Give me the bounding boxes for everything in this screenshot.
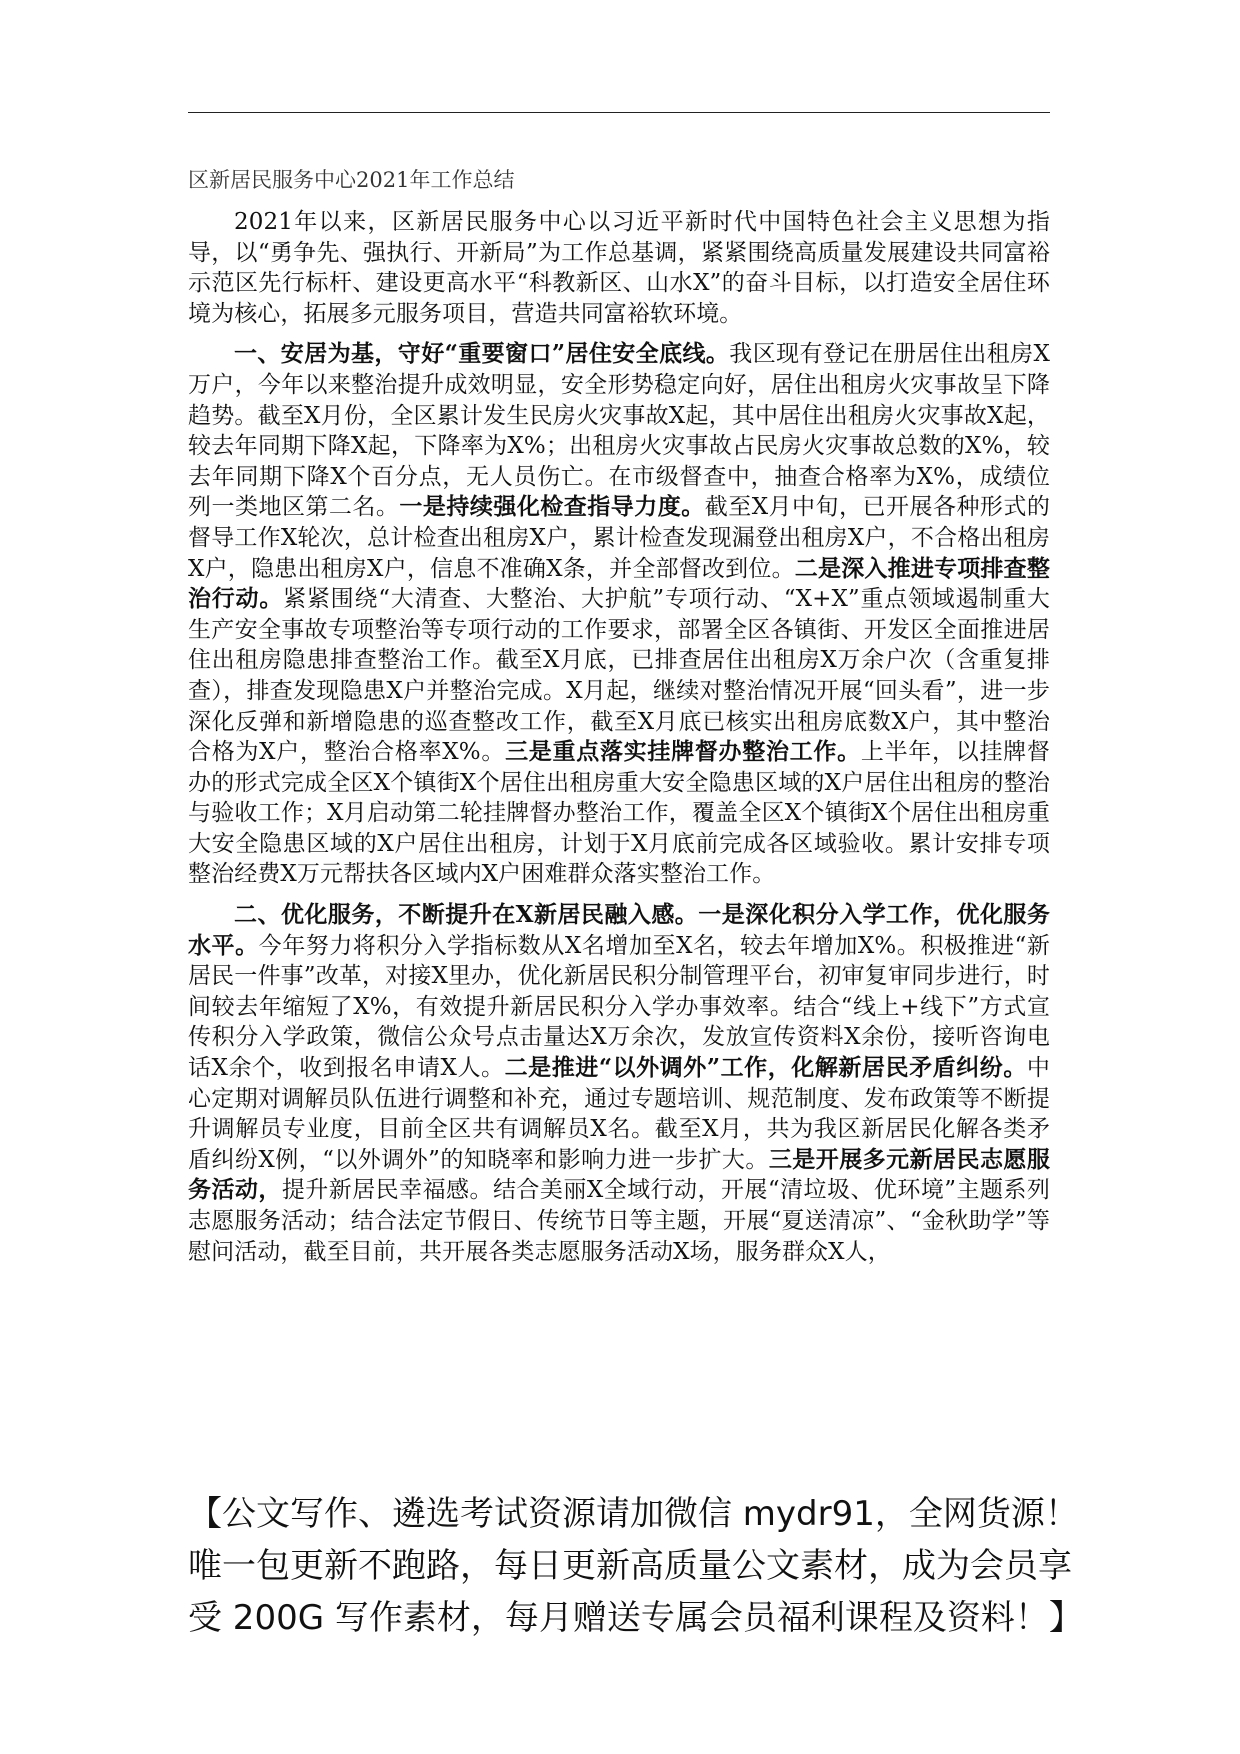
paragraph-segment: 紧紧围绕“大清查、大整治、大护航”专项行动、“X+X”重点领域遏制重大生产安全事故专项整治等专项行动的工作要求，部署全区各镇街、开发区全面推进居住出租房隐患排查整治工作。截至X月底，已排查居住出租房X万余户次（含重复排查），排查发现隐患X户并整治完成。X月起，继续对整治情况开展“回头看”，进一步深化反弹和新增隐患的巡查整改工作，截至X月底已核实出租房底数X户，其中整治合格为X户，整治合格率X%。 <box>188 586 1050 766</box>
paragraph-segment: 中心定期对调解员队伍进行调整和补充，通过专题培训、规范制度、发布政策等不断提升调解员专业度，目前全区共有调解员X名。截至X月，共为我区新居民化解各类矛盾纠纷X例，“以外调外”的知晓率和影响力进一步扩大。 <box>188 1055 1050 1173</box>
paragraph-segment: 我区现有登记在册居住出租房X万户，今年以来整治提升成效明显，安全形势稳定向好，居住出租房火灾事故呈下降趋势。截至X月份，全区累计发生民房火灾事故X起，其中居住出租房火灾事故X起，较去年同期下降X起，下降率为X%；出租房火灾事故占民房火灾事故总数的X%，较去年同期下降X个百分点，无人员伤亡。在市级督查中，抽查合格率为X%，成绩位列一类地区第二名。 <box>188 341 1050 521</box>
paragraph-segment: 今年努力将积分入学指标数从X名增加至X名，较去年增加X%。积极推进“新居民一件事”改革，对接X里办，优化新居民积分制管理平台，初审复审同步进行，时间较去年缩短了X%，有效提升新居民积分入学办事效率。结合“线上+线下”方式宣传积分入学政策，微信公众号点击量达X万余次，发放宣传资料X余份，接听咨询电话X余个，收到报名申请X人。 <box>188 932 1050 1082</box>
paragraph-section-2 <box>188 900 1050 1267</box>
subsection-heading: 二是推进“以外调外”工作，化解新居民矛盾纠纷。 <box>504 1054 1027 1082</box>
paragraph-section-1 <box>188 339 1050 890</box>
paragraph-segment: 截至X月中旬，已开展各种形式的督导工作X轮次，总计检查出租房X户，累计检查发现漏登出租房X户，不合格出租房X户，隐患出租房X户，信息不准确X条，并全部督改到位。 <box>188 494 1051 582</box>
paragraph-segment: 2021年以来，区新居民服务中心以习近平新时代中国特色社会主义思想为指导，以“勇争先、强执行、开新局”为工作总基调，紧紧围绕高质量发展建设共同富裕示范区先行标杆、建设更高水平“科教新区、山水X”的奋斗目标，以打造安全居住环境为核心，拓展多元服务项目，营造共同富裕软环境。 <box>188 209 1050 327</box>
header-divider <box>188 112 1050 113</box>
document-body <box>188 207 1050 1267</box>
subsection-heading: 一是深化积分入学工作，优化服务水平。 <box>188 901 1050 959</box>
section-heading: 一、安居为基，守好“重要窗口”居住安全底线。 <box>234 340 730 368</box>
paragraph-segment: 提升新居民幸福感。结合美丽X全域行动，开展“清垃圾、优环境”主题系列志愿服务活动；结合法定节假日、传统节日等主题，开展“夏送清凉”、“金秋助学”等慰问活动，截至目前，共开展各类志愿服务活动X场，服务群众X人， <box>188 1177 1050 1265</box>
promo-banner: 【公文写作、遴选考试资源请加微信 mydr91，全网货源！唯一包更新不跑路，每日更新高质量公文素材，成为会员享受 200G 写作素材，每月赠送专属会员福利课程及资料！】 <box>188 1494 1083 1638</box>
document-title: 区新居民服务中心2021年工作总结 <box>188 168 515 192</box>
subsection-heading: 三是重点落实挂牌督办整治工作。 <box>505 738 861 766</box>
paragraph-segment: 上半年，以挂牌督办的形式完成全区X个镇街X个居住出租房重大安全隐患区域的X户居住出租房的整治与验收工作；X月启动第二轮挂牌督办整治工作，覆盖全区X个镇街X个居住出租房重大安全隐患区域的X户居住出租房，计划于X月底前完成各区域验收。累计安排专项整治经费X万元帮扶各区域内X户困难群众落实整治工作。 <box>188 739 1050 888</box>
subsection-heading: 二是深入推进专项排查整治行动。 <box>188 554 1050 613</box>
section-heading: 二、优化服务，不断提升在X新居民融入感。 <box>234 901 699 929</box>
subsection-heading: 三是开展多元新居民志愿服务活动， <box>188 1145 1050 1204</box>
paragraph-intro <box>188 207 1050 329</box>
subsection-heading: 一是持续强化检查指导力度。 <box>399 493 705 521</box>
